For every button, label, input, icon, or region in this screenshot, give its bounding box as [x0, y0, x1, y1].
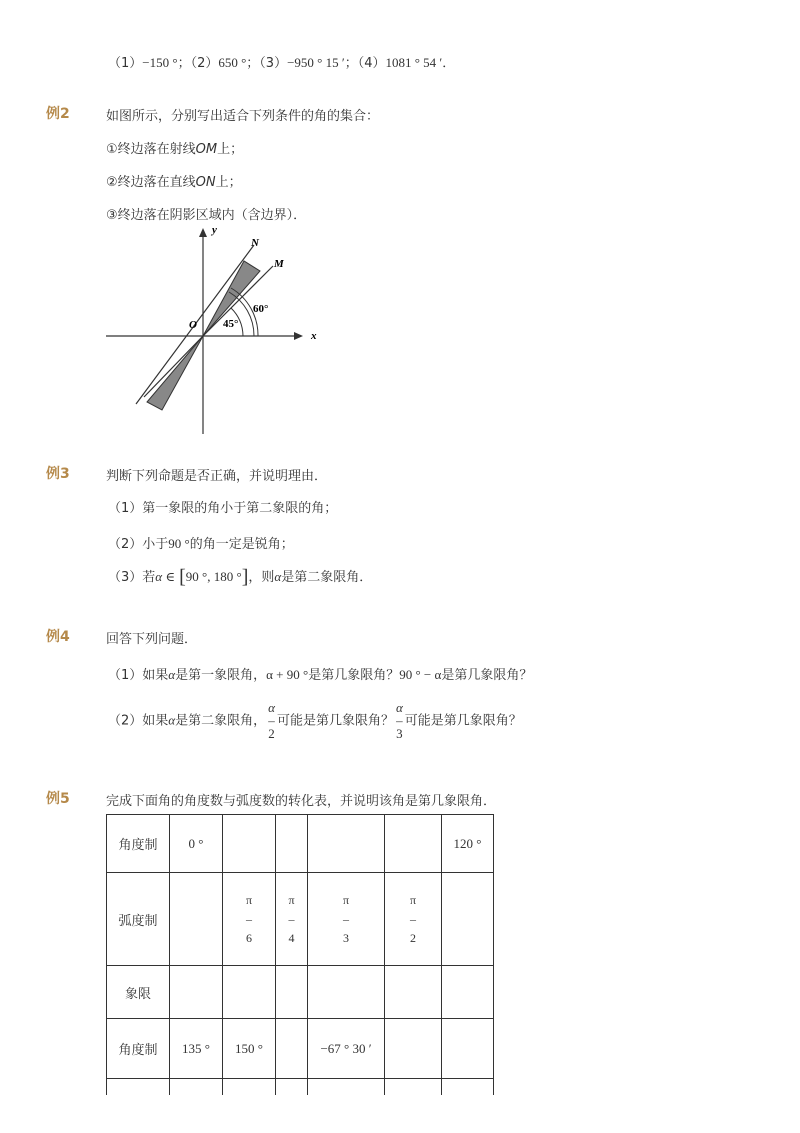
top-sep2: ；（3） [246, 56, 288, 71]
pi-over-3 [343, 891, 349, 948]
table-cell: −67 ° 30 ′ [308, 1019, 385, 1079]
top-v1: −150 ° [142, 55, 178, 70]
ex2-item1-c: 上； [217, 142, 244, 157]
ex2-item2-a: ②终边落在直线 [106, 175, 196, 190]
ex4-intro: 回答下列问题． [106, 632, 198, 647]
ex4-q1 [108, 664, 532, 683]
table-cell: 150 ° [223, 1019, 276, 1079]
pi-num: π [342, 892, 350, 907]
ex2-item2-b: ON [195, 175, 216, 190]
ex4-label: 例4 [46, 629, 70, 645]
ex3-q2-a: （2）小于 [108, 537, 169, 552]
table-row-partial [107, 1079, 494, 1095]
top-p1: （1） [108, 56, 143, 71]
top-end: ． [442, 55, 456, 70]
label-y: y [212, 224, 217, 236]
row-head-degrees: 角度制 [107, 815, 170, 873]
table-cell [308, 815, 385, 873]
ex2-item3: ③终边落在阴影区域内（含边界）． [106, 208, 307, 223]
row-head-radians: 弧度制 [107, 873, 170, 966]
table-row-degrees-2 [107, 1019, 494, 1079]
ex4-q2-c: 是第二象限角， [175, 713, 267, 729]
ex2-item2 [106, 171, 242, 190]
table-cell [442, 966, 494, 1019]
table-cell [276, 873, 308, 966]
top-v3: −950 ° 15 ′ [287, 55, 345, 70]
y-axis-arrow [199, 228, 207, 237]
ex4-frac1-bar: – [268, 713, 275, 728]
ex4-q2-e: 可能是第几象限角？ [404, 713, 522, 729]
ex3-q3-c: 90 °, 180 ° [185, 569, 242, 584]
ex4-q1-b: α [168, 667, 176, 682]
ex4-frac2-bar: – [396, 713, 403, 728]
table-cell [276, 815, 308, 873]
ex2-intro: 如图所示，分别写出适合下列条件的角的集合： [106, 109, 380, 124]
ex3-q2-b: 90 ° [168, 536, 190, 551]
label-x: x [311, 330, 317, 342]
label-o: O [189, 319, 197, 331]
frac-bar: – [410, 911, 416, 926]
top-sep3: ；（4） [344, 56, 386, 71]
table-cell [223, 1079, 276, 1095]
table-cell [385, 1019, 442, 1079]
angle-figure [100, 222, 340, 442]
ex3-q3-a: （3）若 [108, 570, 156, 585]
ex3-q3-interval: [90 °, 180 °] [179, 566, 249, 588]
table-cell [223, 966, 276, 1019]
table-cell: 120 ° [442, 815, 494, 873]
ex3-q2 [108, 533, 294, 552]
table-cell [276, 1079, 308, 1095]
table-cell [385, 966, 442, 1019]
pi-num: π [245, 892, 253, 907]
table-cell [276, 1019, 308, 1079]
table-cell [442, 873, 494, 966]
ex4-q2-b: α [168, 712, 176, 728]
table-row-quadrant [107, 966, 494, 1019]
ex4-frac2-num: α [395, 700, 403, 715]
pi-den: 3 [343, 930, 349, 945]
ex3-q3 [108, 566, 372, 589]
conversion-table [106, 814, 494, 1095]
table-cell [308, 873, 385, 966]
ex4-q1-c: 是第一象限角， [175, 668, 267, 683]
ex4-q2 [108, 698, 522, 744]
pi-num: π [288, 892, 295, 907]
table-cell [223, 873, 276, 966]
pi-den: 2 [410, 930, 416, 945]
frac-bar: – [246, 911, 252, 926]
table-cell [308, 1079, 385, 1095]
label-45: 45° [223, 318, 239, 330]
frac-bar: – [288, 911, 295, 926]
ex4-frac-third [396, 698, 403, 744]
pi-over-6 [246, 891, 252, 948]
ex2-item1-a: ①终边落在射线 [106, 142, 196, 157]
row-head-degrees-2: 角度制 [107, 1019, 170, 1079]
table-row-radians [107, 873, 494, 966]
top-v4: 1081 ° 54 ′ [385, 55, 443, 70]
table-cell: 135 ° [170, 1019, 223, 1079]
ex4-frac1-num: α [268, 700, 275, 715]
top-v2: 650 ° [218, 55, 247, 70]
ex2-item1-b: OM [195, 142, 218, 157]
table-cell [385, 815, 442, 873]
ex4-q1-f: 90 ° − α [399, 667, 442, 682]
ex4-q2-a: （2）如果 [108, 713, 169, 729]
table-cell [276, 966, 308, 1019]
x-axis-arrow [294, 332, 303, 340]
ex4-frac-half [268, 698, 275, 744]
pi-num: π [409, 892, 417, 907]
table-cell [308, 966, 385, 1019]
ex3-q3-e: α [274, 569, 282, 584]
pi-over-4 [288, 891, 294, 948]
ex4-q1-g: 是第几象限角？ [441, 668, 533, 683]
table-cell: 0 ° [170, 815, 223, 873]
table-cell [442, 1079, 494, 1095]
ex3-q1: （1）第一象限的角小于第二象限的角； [108, 501, 338, 516]
table-cell [223, 815, 276, 873]
top-sep1: ；（2） [177, 56, 219, 71]
table-cell [107, 1079, 170, 1095]
table-row-degrees [107, 815, 494, 873]
ex4-q1-a: （1）如果 [108, 668, 169, 683]
row-head-quadrant: 象限 [107, 966, 170, 1019]
ex3-intro: 判断下列命题是否正确，并说明理由． [106, 469, 328, 484]
table-cell [385, 1079, 442, 1095]
shaded-region-lower [147, 336, 203, 410]
table-cell [170, 873, 223, 966]
ex2-item2-c: 上； [215, 175, 242, 190]
ex5-intro: 完成下面角的角度数与弧度数的转化表，并说明该角是第几象限角． [106, 794, 497, 809]
table-cell [442, 1019, 494, 1079]
ex3-q3-b: α ∈ [155, 569, 175, 584]
ex3-q3-d: ，则 [248, 570, 275, 585]
pi-den: 6 [246, 930, 252, 945]
pi-over-2 [410, 891, 416, 948]
label-60: 60° [253, 303, 269, 315]
top-line [108, 52, 455, 71]
ex5-label: 例5 [46, 791, 70, 807]
table-cell [170, 966, 223, 1019]
pi-den: 4 [288, 930, 295, 945]
label-m: M [274, 258, 284, 270]
ex2-item1 [106, 138, 243, 157]
ex4-q1-d: α + 90 ° [266, 667, 309, 682]
ex4-frac2-den: 3 [396, 726, 403, 741]
ex3-q3-f: 是第二象限角． [281, 570, 373, 585]
ex4-frac1-den: 2 [268, 726, 275, 741]
ex3-q2-c: 的角一定是锐角； [189, 537, 294, 552]
table-cell [170, 1079, 223, 1095]
ex4-q2-d: 可能是第几象限角？ [276, 713, 394, 729]
table-cell [385, 873, 442, 966]
ex3-label: 例3 [46, 466, 70, 482]
label-n: N [251, 237, 259, 249]
ex2-label: 例2 [46, 106, 70, 122]
frac-bar: – [343, 911, 349, 926]
ex4-q1-e: 是第几象限角？ [308, 668, 400, 683]
